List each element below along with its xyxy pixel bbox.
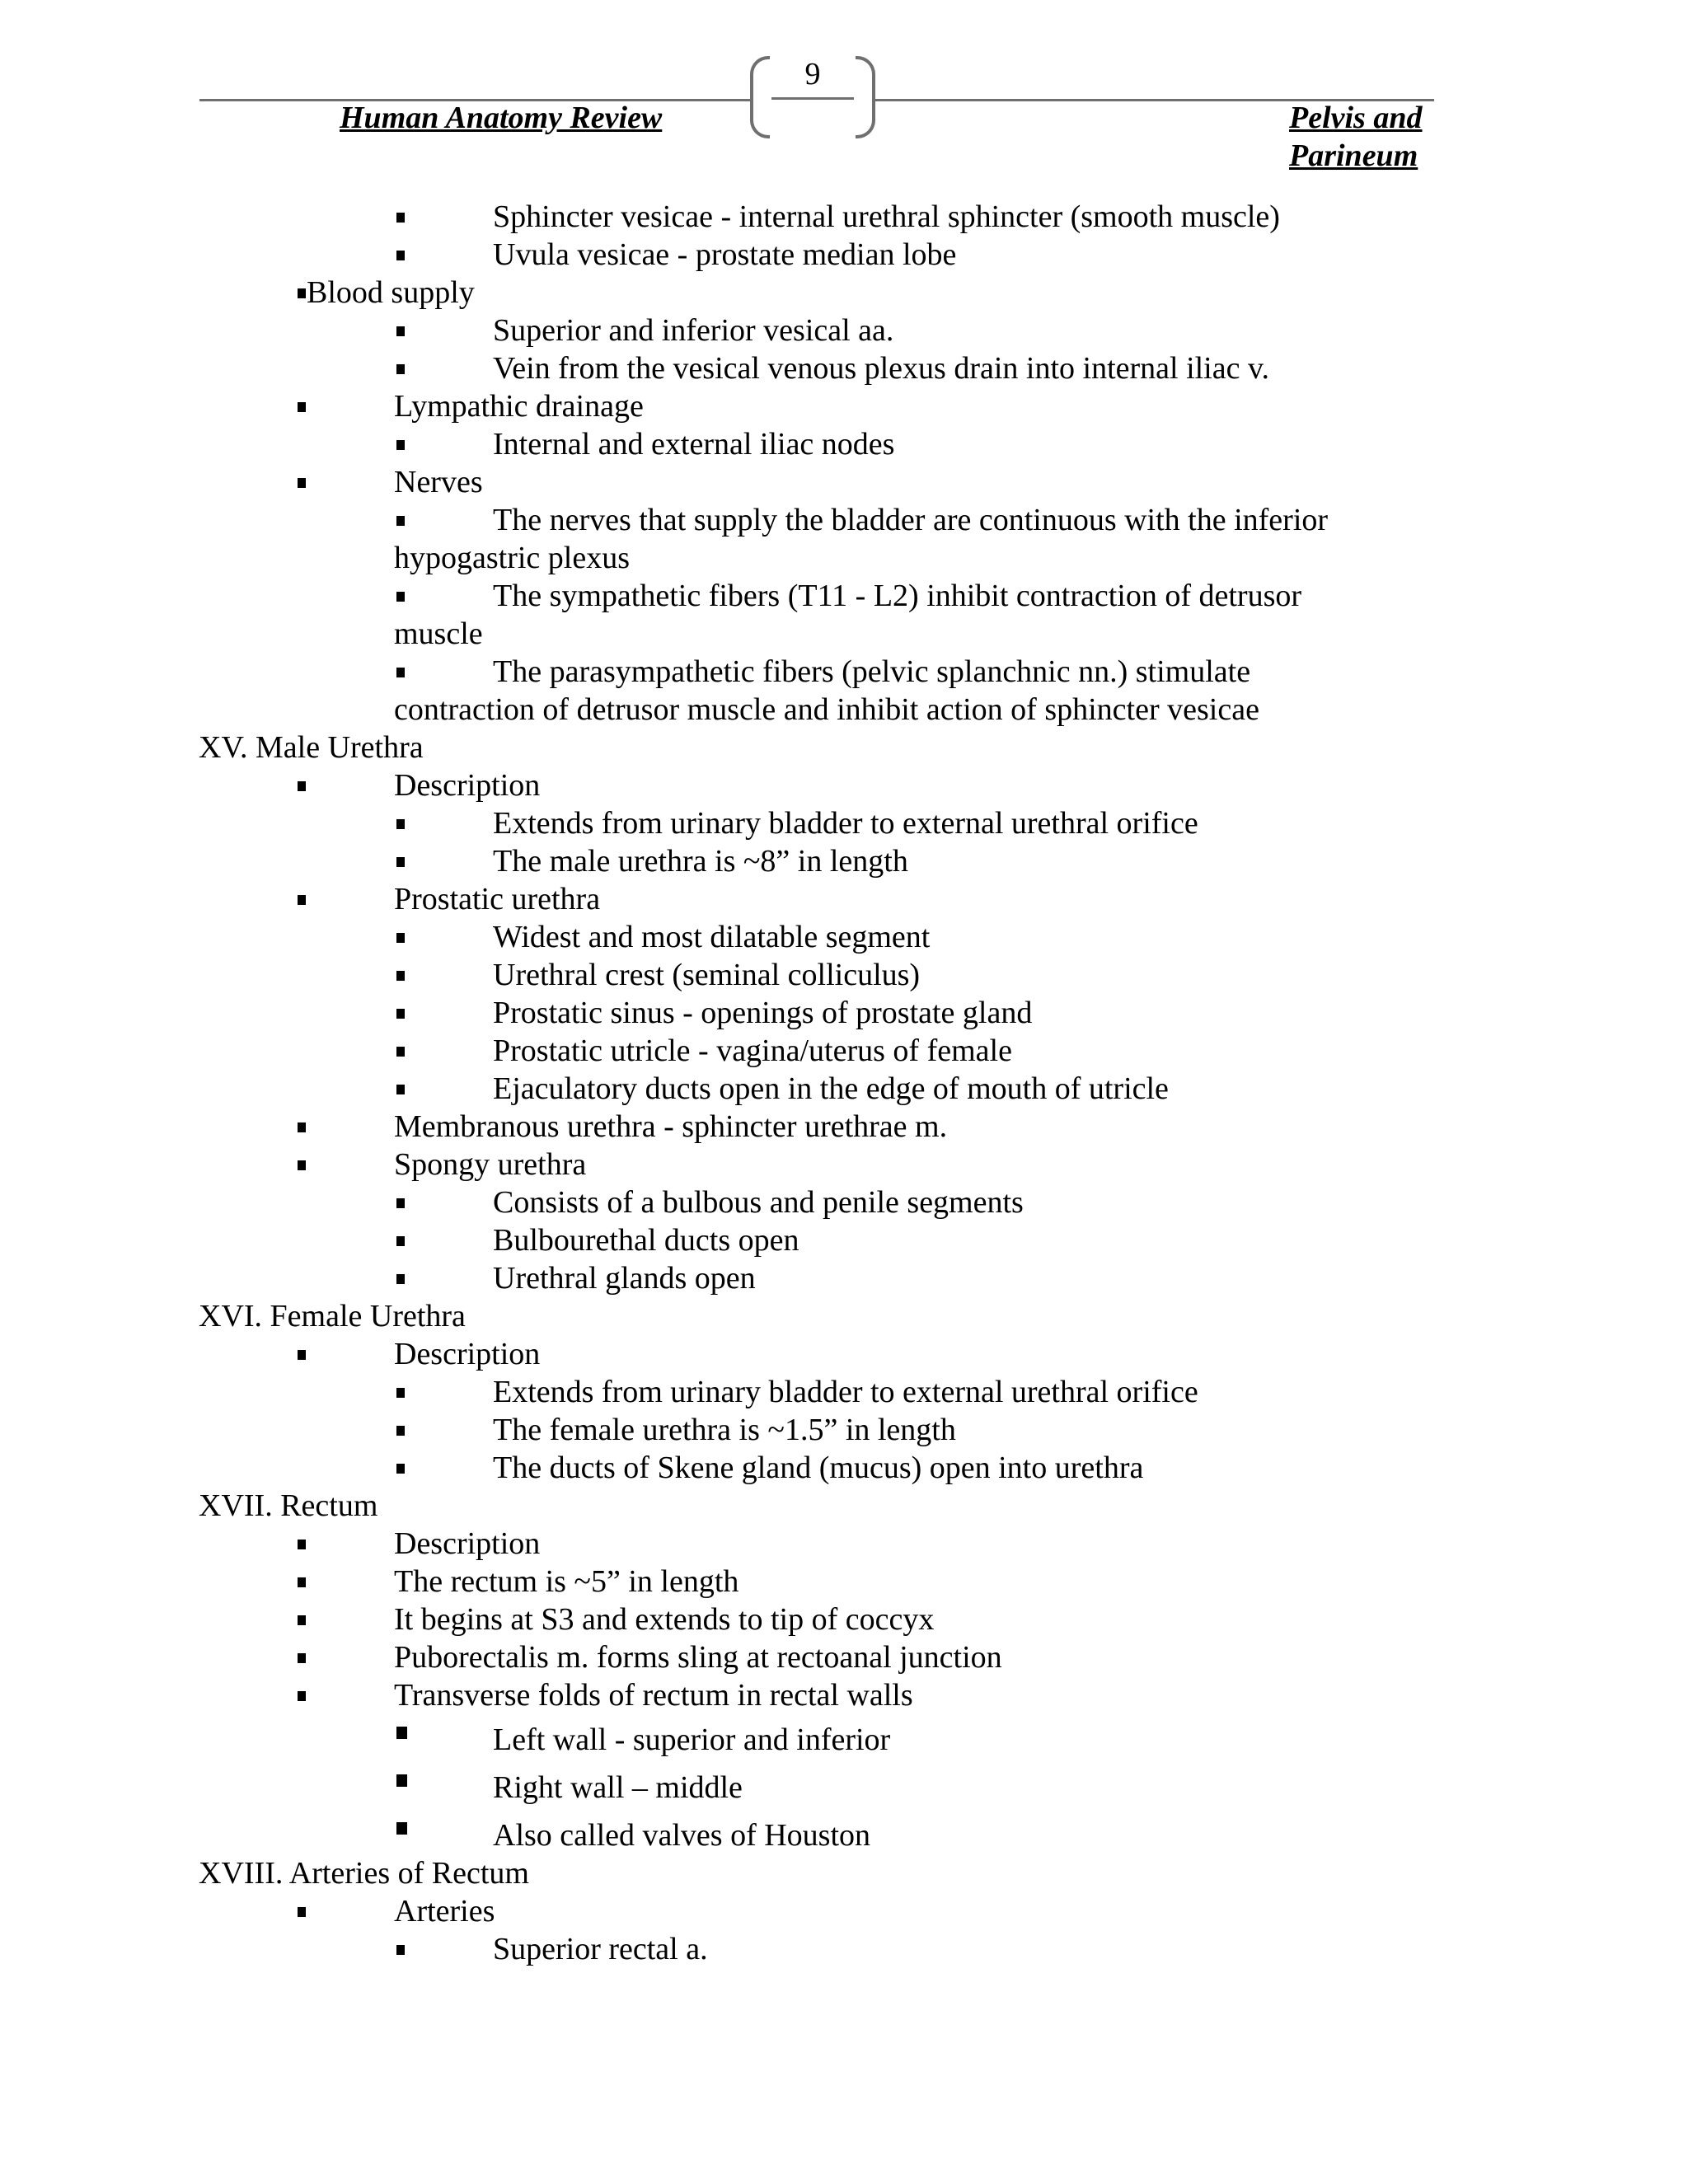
bullet-icon — [396, 1822, 407, 1835]
bullet-icon — [298, 781, 306, 791]
list-item: Left wall - superior and inferior — [493, 1722, 891, 1757]
bullet-icon — [298, 478, 306, 488]
list-item-continuation: contraction of detrusor muscle and inhibit action of sphincter vesicae — [394, 692, 1259, 727]
list-item: Extends from urinary bladder to external urethral orifice — [493, 806, 1198, 841]
bullet-icon — [298, 895, 306, 905]
list-item: Ejaculatory ducts open in the edge of mouth of utricle — [493, 1071, 1169, 1106]
list-item: Consists of a bulbous and penile segments — [493, 1185, 1024, 1220]
bullet-icon — [298, 1907, 306, 1917]
list-item: Arteries — [394, 1894, 495, 1929]
list-item: The ducts of Skene gland (mucus) open into urethra — [493, 1451, 1144, 1485]
page-number-box — [750, 56, 875, 142]
bullet-icon — [396, 251, 405, 260]
list-item: Lympathic drainage — [394, 389, 644, 424]
list-item: Superior and inferior vesical aa. — [493, 313, 894, 348]
list-item: Blood supply — [307, 275, 475, 310]
bullet-icon — [298, 1577, 306, 1587]
list-item: Extends from urinary bladder to external urethral orifice — [493, 1375, 1198, 1409]
list-item: The male urethra is ~8” in length — [493, 844, 908, 879]
header-section-title — [1289, 99, 1422, 175]
section-heading: XVII. Rectum — [199, 1488, 378, 1523]
list-item-continuation: muscle — [394, 616, 483, 651]
list-item: The sympathetic fibers (T11 - L2) inhibit contraction of detrusor — [493, 579, 1302, 613]
bullet-icon — [396, 1388, 405, 1398]
bullet-icon — [396, 1426, 405, 1436]
bullet-icon — [396, 326, 405, 336]
header-section-title-line1: Pelvis and — [1289, 101, 1423, 135]
list-item: Description — [394, 1337, 541, 1371]
bullet-icon — [396, 857, 405, 867]
list-item: Internal and external iliac nodes — [493, 427, 895, 462]
bullet-icon — [298, 1160, 306, 1170]
bullet-icon — [298, 1122, 306, 1132]
bullet-icon — [298, 1540, 306, 1549]
list-item: Nerves — [394, 465, 483, 499]
bullet-icon — [396, 1236, 405, 1246]
list-item: The parasympathetic fibers (pelvic splanchnic nn.) stimulate — [493, 654, 1251, 689]
bullet-icon — [396, 1047, 405, 1057]
list-item: The female urethra is ~1.5” in length — [493, 1413, 956, 1447]
bullet-icon — [298, 1691, 306, 1701]
bullet-icon — [396, 819, 405, 829]
bullet-icon — [396, 668, 405, 677]
list-item: Widest and most dilatable segment — [493, 920, 931, 954]
list-item: Urethral glands open — [493, 1261, 756, 1296]
bullet-icon — [396, 1727, 407, 1739]
bullet-icon — [396, 440, 405, 450]
bullet-icon — [396, 516, 405, 526]
bullet-icon — [298, 288, 306, 298]
list-item: Description — [394, 768, 541, 803]
list-item-continuation: hypogastric plexus — [394, 541, 631, 575]
bullet-icon — [298, 402, 306, 412]
bullet-icon — [298, 1615, 306, 1625]
section-heading: XV. Male Urethra — [199, 730, 424, 765]
page-number: 9 — [804, 57, 821, 91]
list-item: Uvula vesicae - prostate median lobe — [493, 237, 957, 272]
list-item: Also called valves of Houston — [493, 1818, 871, 1853]
list-item: Membranous urethra - sphincter urethrae m. — [394, 1109, 948, 1144]
bullet-icon — [396, 971, 405, 981]
bullet-icon — [298, 1350, 306, 1360]
list-item: Right wall – middle — [493, 1770, 743, 1805]
bullet-icon — [396, 1945, 405, 1955]
bullet-icon — [396, 933, 405, 943]
section-heading: XVIII. Arteries of Rectum — [199, 1856, 529, 1891]
bullet-icon — [396, 364, 405, 374]
bullet-icon — [396, 592, 405, 602]
list-item: Transverse folds of rectum in rectal walls — [394, 1678, 913, 1713]
list-item: Prostatic utricle - vagina/uterus of female — [493, 1033, 1012, 1068]
list-item: Sphincter vesicae - internal urethral sphincter (smooth muscle) — [493, 199, 1280, 234]
header-section-title-line2: Parineum — [1289, 138, 1418, 173]
section-heading: XVI. Female Urethra — [199, 1299, 466, 1333]
bullet-icon — [396, 1774, 407, 1787]
list-item: The rectum is ~5” in length — [394, 1564, 739, 1599]
list-item: Urethral crest (seminal colliculus) — [493, 958, 921, 992]
list-item: Prostatic urethra — [394, 882, 601, 916]
list-item: Puborectalis m. forms sling at rectoanal junction — [394, 1640, 1002, 1675]
bullet-icon — [298, 1653, 306, 1663]
list-item: The nerves that supply the bladder are continuous with the inferior — [493, 503, 1329, 537]
header-title: Human Anatomy Review — [340, 101, 663, 135]
list-item: Prostatic sinus - openings of prostate gland — [493, 996, 1033, 1030]
list-item: It begins at S3 and extends to tip of coccyx — [394, 1602, 935, 1637]
list-item: Vein from the vesical venous plexus drain into internal iliac v. — [493, 351, 1270, 386]
bullet-icon — [396, 1464, 405, 1474]
list-item: Spongy urethra — [394, 1147, 587, 1182]
page-number-underline — [771, 97, 854, 100]
bullet-icon — [396, 1274, 405, 1284]
bullet-icon — [396, 1085, 405, 1094]
bullet-icon — [396, 213, 405, 223]
list-item: Superior rectal a. — [493, 1932, 708, 1966]
list-item: Description — [394, 1526, 541, 1561]
bullet-icon — [396, 1198, 405, 1208]
list-item: Bulbourethal ducts open — [493, 1223, 799, 1258]
bullet-icon — [396, 1009, 405, 1019]
